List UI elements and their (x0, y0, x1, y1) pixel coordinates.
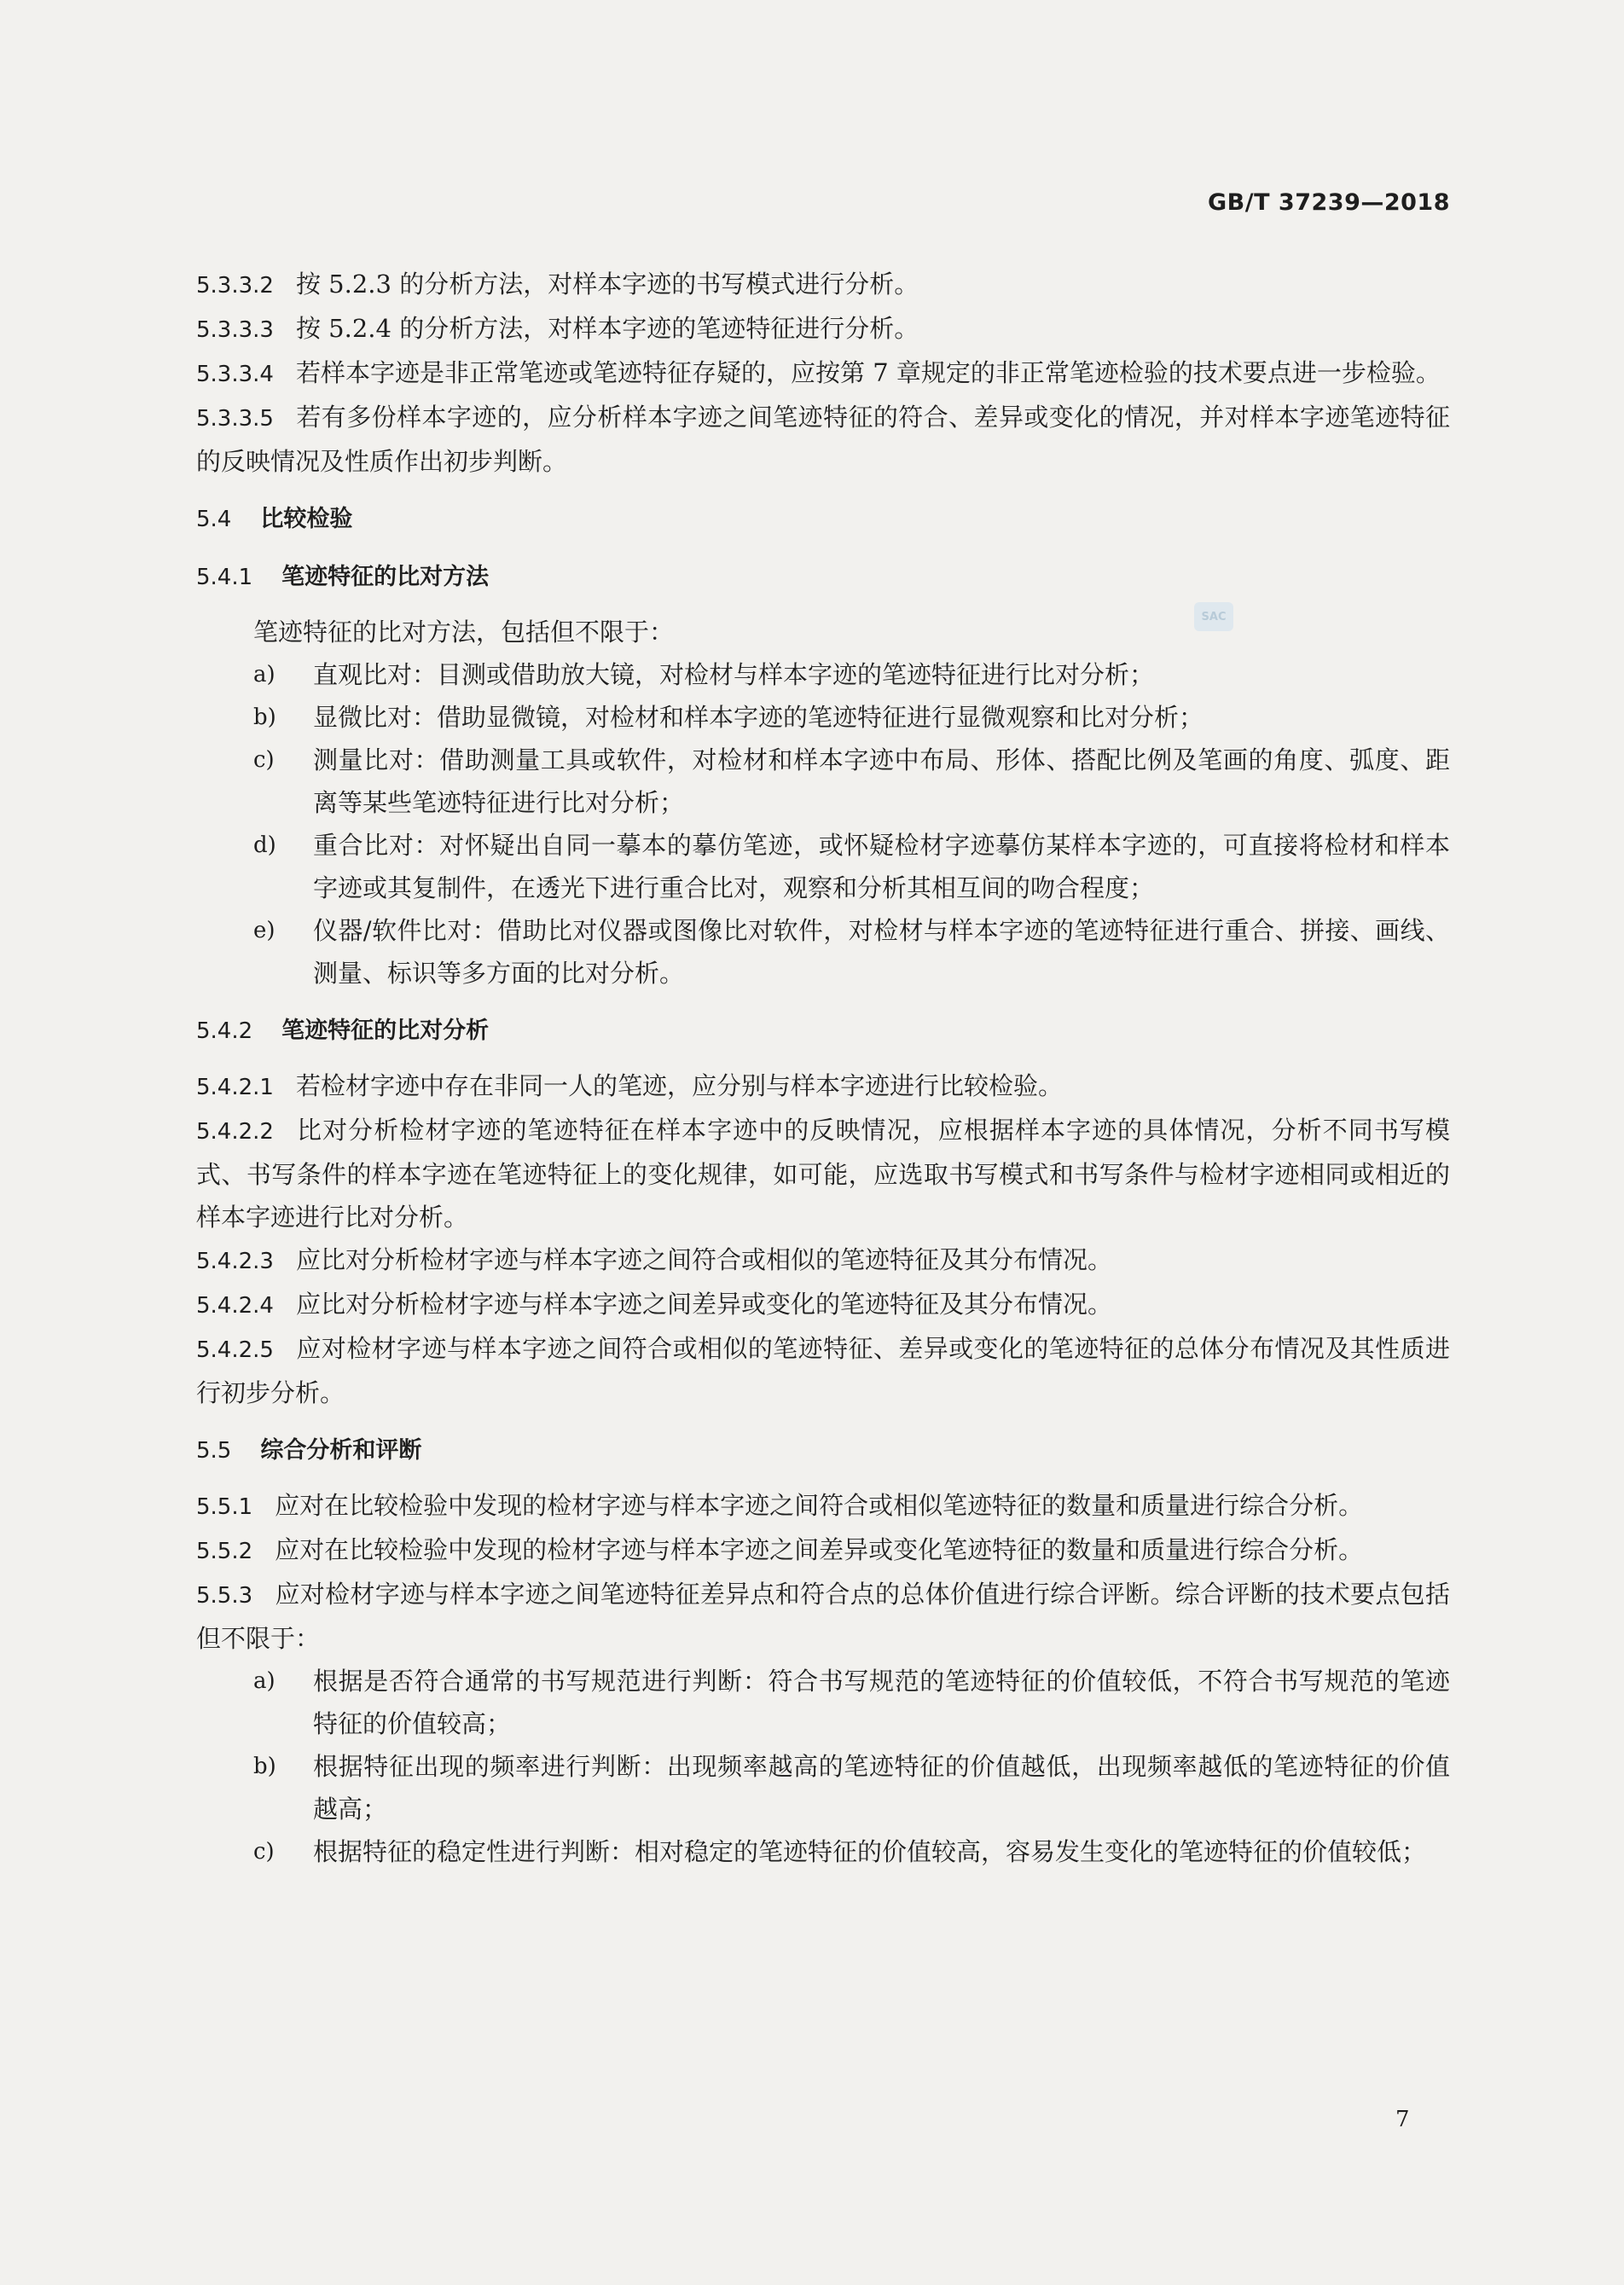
clause-5-4-2-2 (196, 1109, 1450, 1238)
clause-5-4-2-3 (196, 1238, 1450, 1283)
list-item (196, 739, 1450, 824)
clause-5-4-2-1 (196, 1064, 1450, 1109)
heading-5-4-1 (196, 554, 1450, 599)
clause-text: 按 5.2.4 的分析方法，对样本字迹的笔迹特征进行分析。 (295, 314, 919, 343)
list-text: 显微比对：借助显微镜，对检材和样本字迹的笔迹特征进行显微观察和比对分析； (313, 703, 1204, 732)
clause-number: 5.5.2 (196, 1539, 253, 1564)
clause-number: 5.4.2.5 (196, 1337, 274, 1363)
clause-5-3-3-2 (196, 263, 1450, 307)
clause-number: 5.4.2.1 (196, 1075, 274, 1100)
list-marker: b) (253, 705, 276, 730)
clause-text: 应比对分析检材字迹与样本字迹之间差异或变化的笔迹特征及其分布情况。 (295, 1290, 1112, 1319)
list-marker: c) (253, 1839, 275, 1865)
list-marker: c) (253, 747, 275, 773)
heading-title: 综合分析和评断 (260, 1437, 422, 1464)
list-item (196, 909, 1450, 995)
list-item (196, 824, 1450, 909)
clause-text: 若样本字迹是非正常笔迹或笔迹特征存疑的，应按第 7 章规定的非正常笔迹检验的技术要点进一步检验。 (295, 358, 1441, 387)
clause-5-5-2 (196, 1528, 1450, 1573)
standard-number: GB/T 37239—2018 (1208, 189, 1450, 216)
clause-5-4-2-5 (196, 1327, 1450, 1414)
list-text: 根据是否符合通常的书写规范进行判断：符合书写规范的笔迹特征的价值较低，不符合书写规范的笔迹特征的价值较高； (313, 1667, 1450, 1738)
list-marker: b) (253, 1754, 276, 1779)
clause-text: 应对检材字迹与样本字迹之间笔迹特征差异点和符合点的总体价值进行综合评断。综合评断的技术要点包括但不限于： (196, 1580, 1450, 1653)
clause-5-5-1 (196, 1484, 1450, 1528)
list-item (196, 1830, 1450, 1873)
list-marker: d) (253, 832, 276, 858)
clause-number: 5.5.3 (196, 1583, 253, 1609)
clause-number: 5.4.2.3 (196, 1249, 274, 1274)
clause-text: 应对检材字迹与样本字迹之间符合或相似的笔迹特征、差异或变化的笔迹特征的总体分布情况及其性质进行初步分析。 (196, 1334, 1450, 1407)
clause-5-3-3-4 (196, 351, 1450, 396)
heading-title: 比较检验 (260, 506, 353, 532)
document-body (196, 263, 1450, 1873)
clause-text: 应对在比较检验中发现的检材字迹与样本字迹之间符合或相似笔迹特征的数量和质量进行综合分析。 (275, 1491, 1364, 1520)
clause-5-5-3 (196, 1573, 1450, 1660)
list-text: 根据特征出现的频率进行判断：出现频率越高的笔迹特征的价值越低，出现频率越低的笔迹特征的价值越高； (313, 1752, 1450, 1824)
list-item (196, 653, 1450, 696)
list-text: 测量比对：借助测量工具或软件，对检材和样本字迹中布局、形体、搭配比例及笔画的角度、弧度、距离等某些笔迹特征进行比对分析； (313, 745, 1450, 817)
clause-number: 5.3.3.5 (196, 406, 274, 432)
clause-5-4-2-4 (196, 1283, 1450, 1327)
list-item (196, 696, 1450, 739)
clause-text: 若有多份样本字迹的，应分析样本字迹之间笔迹特征的符合、差异或变化的情况，并对样本字迹笔迹特征的反映情况及性质作出初步判断。 (196, 403, 1450, 476)
heading-number: 5.4.1 (196, 565, 253, 590)
clause-text: 按 5.2.3 的分析方法，对样本字迹的书写模式进行分析。 (295, 270, 919, 299)
heading-title: 笔迹特征的比对方法 (281, 564, 490, 590)
heading-5-5 (196, 1428, 1450, 1472)
heading-number: 5.5 (196, 1438, 232, 1464)
list-text: 直观比对：目测或借助放大镜，对检材与样本字迹的笔迹特征进行比对分析； (313, 660, 1155, 689)
list-marker: e) (253, 918, 276, 943)
list-text: 仪器/软件比对：借助比对仪器或图像比对软件，对检材与样本字迹的笔迹特征进行重合、拼接、画线、测量、标识等多方面的比对分析。 (313, 916, 1450, 988)
heading-5-4-2 (196, 1008, 1450, 1053)
list-item (196, 1745, 1450, 1830)
list-marker: a) (253, 662, 276, 687)
clause-text: 应比对分析检材字迹与样本字迹之间符合或相似的笔迹特征及其分布情况。 (295, 1245, 1112, 1274)
list-item (196, 1660, 1450, 1745)
clause-text: 若检材字迹中存在非同一人的笔迹，应分别与样本字迹进行比较检验。 (295, 1071, 1063, 1100)
page-number: 7 (1395, 2107, 1410, 2132)
heading-title: 笔迹特征的比对分析 (281, 1018, 490, 1044)
clause-number: 5.3.3.3 (196, 317, 274, 343)
clause-text: 比对分析检材字迹的笔迹特征在样本字迹中的反映情况，应根据样本字迹的具体情况，分析不同书写模式、书写条件的样本字迹在笔迹特征上的变化规律，如可能，应选取书写模式和书写条件与检材字迹相同或相近的样本字迹进行比对分析。 (196, 1116, 1450, 1232)
clause-number: 5.4.2.2 (196, 1119, 274, 1145)
clause-number: 5.3.3.4 (196, 362, 274, 387)
list-intro: 笔迹特征的比对方法，包括但不限于： (253, 618, 675, 647)
watermark-logo: SAC (1194, 602, 1233, 631)
clause-number: 5.3.3.2 (196, 273, 274, 299)
heading-number: 5.4 (196, 507, 232, 532)
clause-number: 5.5.1 (196, 1494, 253, 1520)
clause-number: 5.4.2.4 (196, 1293, 274, 1319)
list-text: 重合比对：对怀疑出自同一摹本的摹仿笔迹，或怀疑检材字迹摹仿某样本字迹的，可直接将检材和样本字迹或其复制件，在透光下进行重合比对，观察和分析其相互间的吻合程度； (313, 831, 1450, 902)
heading-number: 5.4.2 (196, 1018, 253, 1044)
list-text: 根据特征的稳定性进行判断：相对稳定的笔迹特征的价值较高，容易发生变化的笔迹特征的价值较低； (313, 1837, 1427, 1866)
list-marker: a) (253, 1668, 276, 1694)
clause-5-3-3-3 (196, 307, 1450, 351)
clause-5-3-3-5 (196, 396, 1450, 483)
clause-text: 应对在比较检验中发现的检材字迹与样本字迹之间差异或变化笔迹特征的数量和质量进行综合分析。 (275, 1535, 1364, 1564)
heading-5-4 (196, 496, 1450, 541)
